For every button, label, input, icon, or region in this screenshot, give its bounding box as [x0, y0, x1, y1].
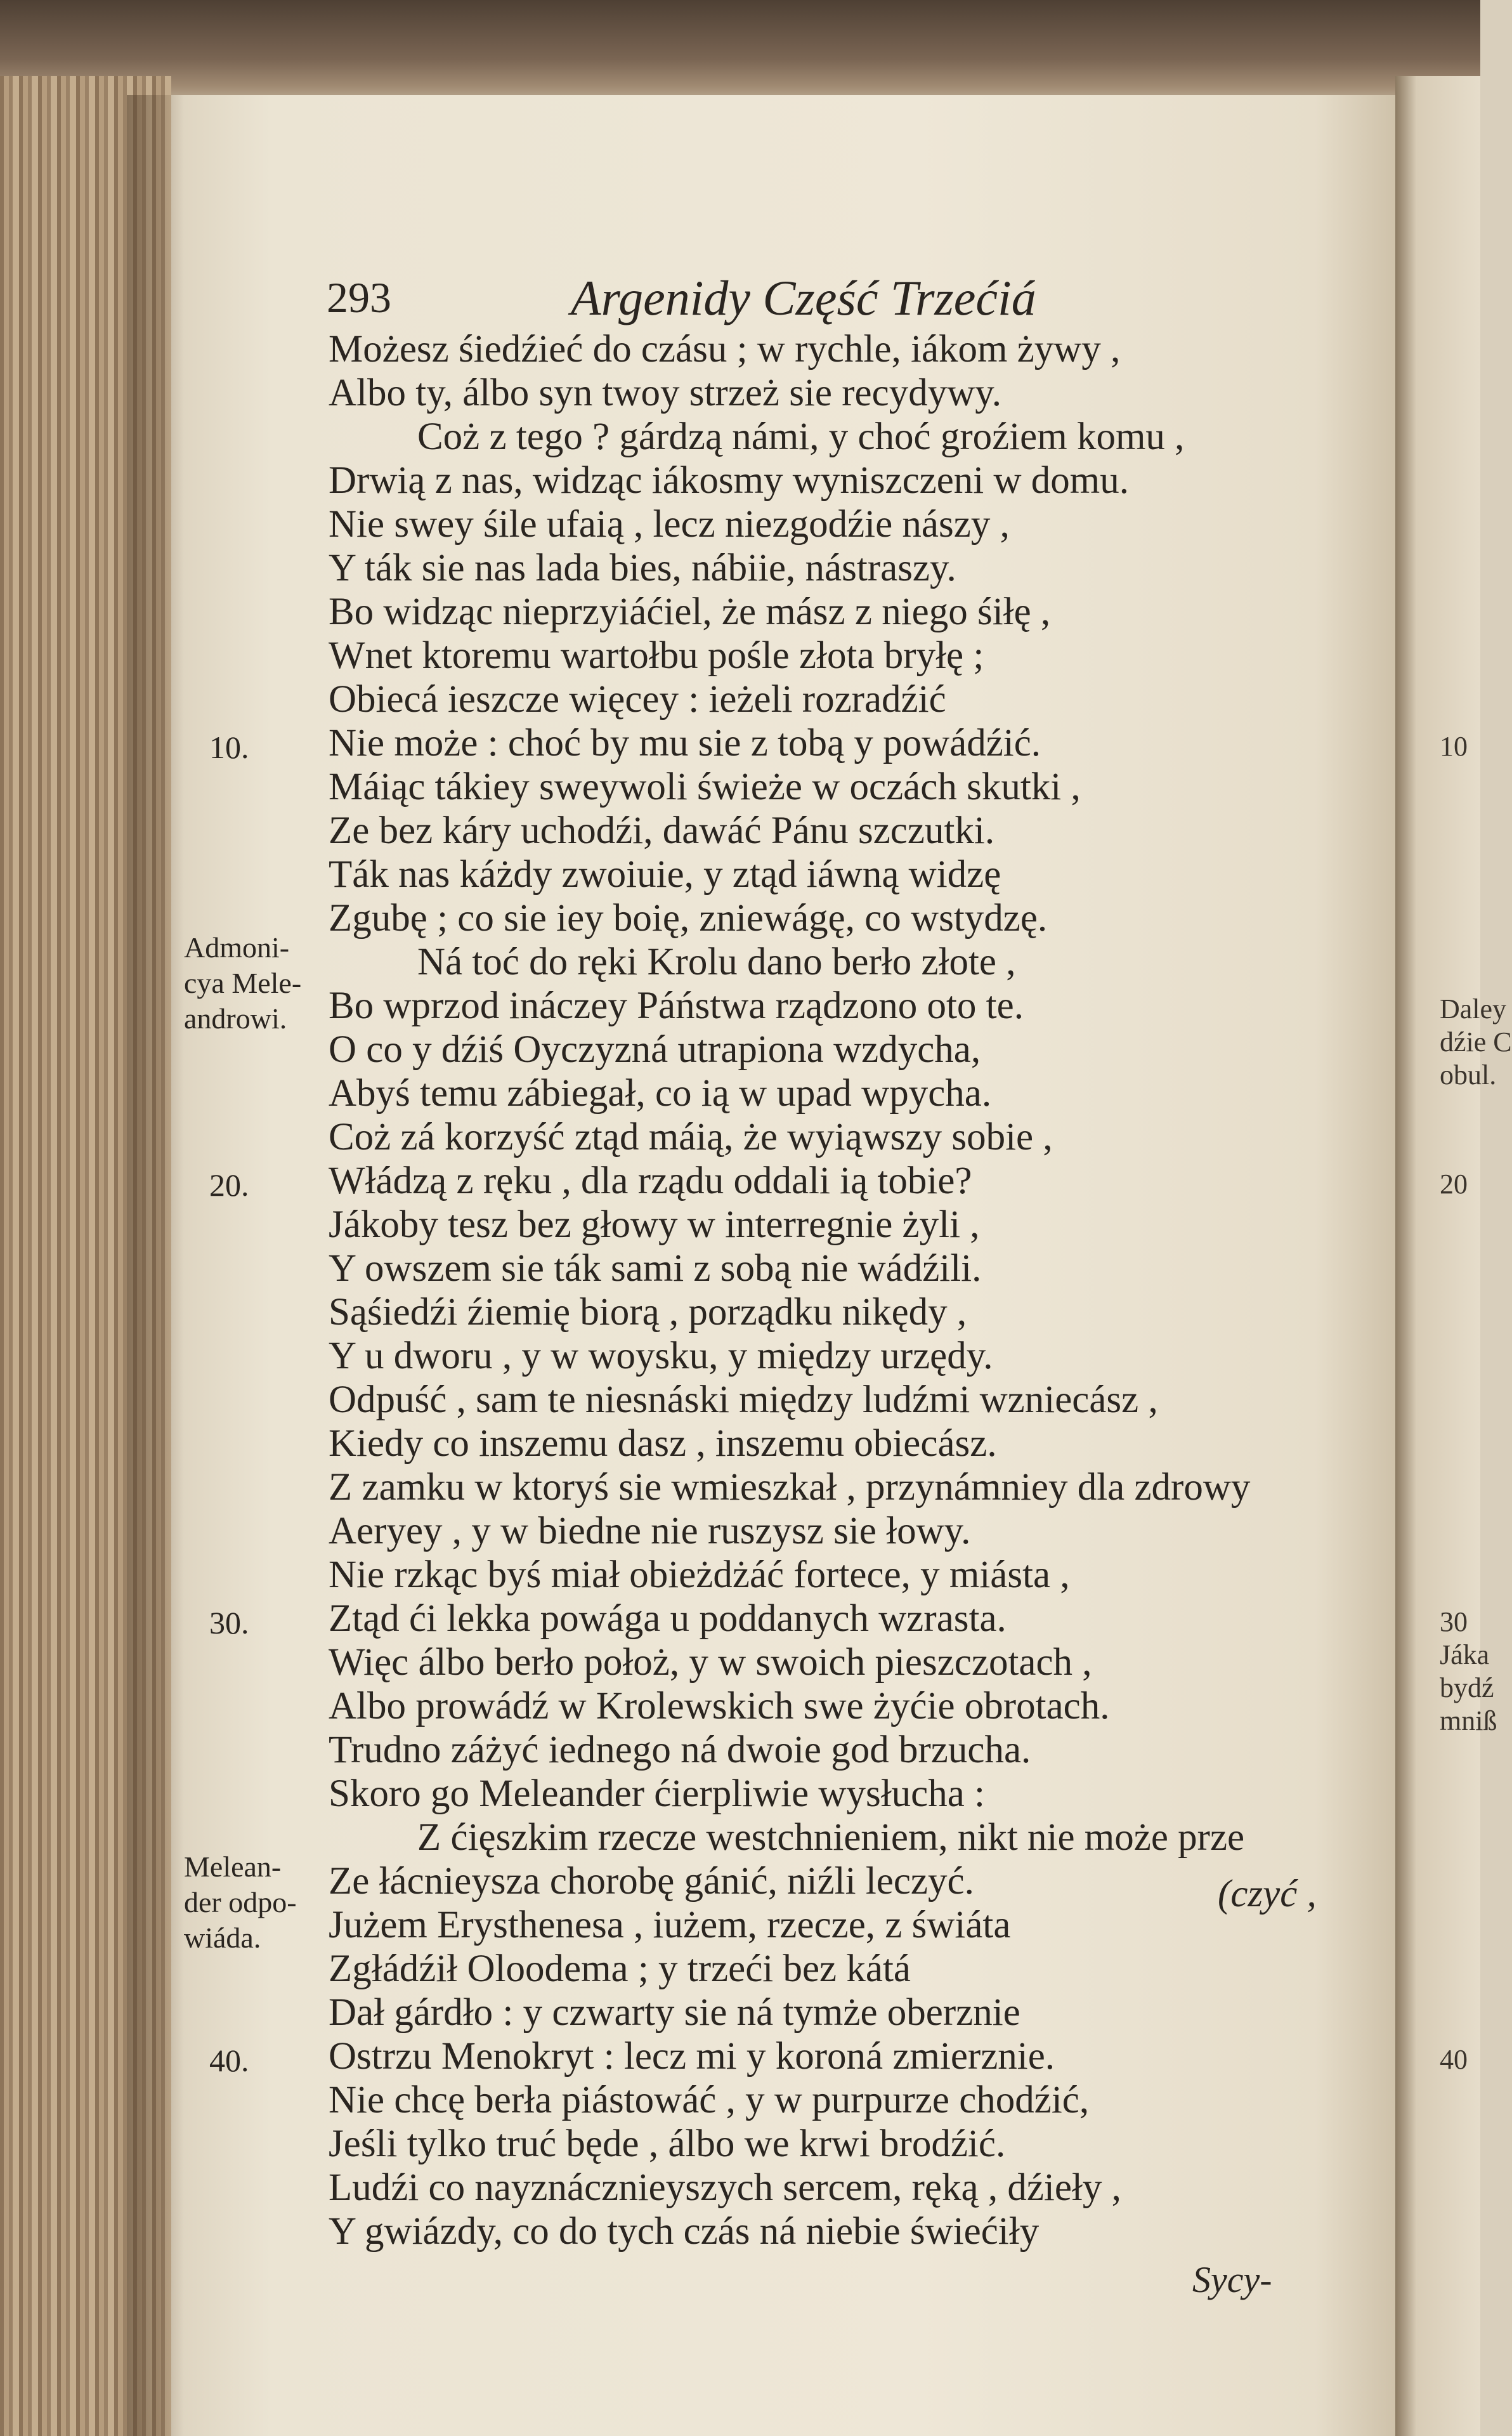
- margin-note: der odpo-: [184, 1886, 297, 1918]
- book-top-edge: [0, 0, 1480, 108]
- verse-line: Coż z tego ? gárdzą námi, y choć groźiem komu ,: [417, 416, 1185, 458]
- margin-note: wiáda.: [184, 1922, 261, 1954]
- verse-line: Y owszem sie ták sami z sobą nie wádźili.: [329, 1247, 982, 1290]
- verse-line: Jeśli tylko truć będe , álbo we krwi brodźić.: [329, 2123, 1006, 2165]
- page-number: 293: [327, 273, 391, 322]
- gutter-shadow: [127, 95, 184, 2436]
- facing-page-edge: [1395, 76, 1480, 2436]
- margin-note: Admoni-: [184, 931, 290, 964]
- facing-page-fragment: 10: [1440, 731, 1468, 762]
- verse-line: Dał gárdło : y czwarty sie ná tymże oberznie: [329, 1991, 1020, 2034]
- line-number: 40.: [209, 2043, 249, 2078]
- verse-line: Trudno záżyć iednego ná dwoie god brzucha.: [329, 1729, 1031, 1771]
- verse-line: Obiecá ieszcze więcey : ieżeli rozradźić: [329, 678, 946, 721]
- verse-line: Y u dworu , y w woysku, y między urzędy.: [329, 1335, 993, 1377]
- verse-line: Bo wprzod ináczey Páństwa rządzono oto te.: [329, 985, 1024, 1027]
- carry-over-text: (czyć ,: [1218, 1873, 1317, 1915]
- verse-line: Więc álbo berło położ, y w swoich pieszczotach ,: [329, 1641, 1092, 1684]
- verse-line: Aeryey , y w biedne nie ruszysz sie łowy.: [329, 1510, 971, 1552]
- verse-line: Y gwiázdy, co do tych czás ná niebie świećiły: [329, 2210, 1040, 2253]
- verse-line: Z ćięszkim rzecze westchnieniem, nikt nie może prze: [417, 1816, 1245, 1859]
- verse-line: O co y dźiś Oyczyzná utrapiona wzdycha,: [329, 1028, 981, 1071]
- verse-line: Máiąc tákiey sweywoli świeże w oczách skutki ,: [329, 766, 1081, 808]
- verse-line: Ná toć do ręki Krolu dano berło złote ,: [417, 941, 1016, 983]
- verse-line: Zgubę ; co sie iey boię, zniewágę, co wstydzę.: [329, 897, 1048, 940]
- verse-line: Ze łácnieysza chorobę gánić, niźli leczyć.: [329, 1860, 974, 1902]
- verse-line: Abyś temu zábiegał, co ią w upad wpycha.: [329, 1072, 992, 1115]
- verse-line: Y ták sie nas lada bies, nábiie, nástraszy.: [329, 547, 956, 589]
- running-title: Argenidy Część Trzećiá: [571, 270, 1036, 325]
- verse-line: Ze bez káry uchodźi, dawáć Pánu szczutki.: [329, 809, 995, 852]
- verse-line: Zgłádźił Oloodema ; y trzeći bez kátá: [329, 1948, 911, 1990]
- verse-line: Nie może : choć by mu sie z tobą y powádźić.: [329, 722, 1041, 764]
- line-number: 20.: [209, 1167, 249, 1203]
- verse-line: Coż zá korzyść ztąd máią, że wyiąwszy sobie ,: [329, 1116, 1053, 1158]
- verse-line: Bo widząc nieprzyiáćiel, że mász z niego śiłę ,: [329, 591, 1051, 633]
- facing-page-fragment: Daley dźie C obul.: [1440, 993, 1512, 1090]
- verse-line: Nie swey śile ufaią , lecz niezgodźie nászy ,: [329, 503, 1010, 546]
- verse-line: Albo ty, álbo syn twoy strzeż sie recydywy.: [329, 372, 1002, 414]
- verse-line: Ták nas káżdy zwoiuie, y ztąd iáwną widzę: [329, 853, 1001, 896]
- margin-note: Melean-: [184, 1850, 282, 1883]
- line-number: 10.: [209, 730, 249, 765]
- margin-note: cya Mele-: [184, 967, 302, 999]
- facing-page-fragment: 20: [1440, 1169, 1468, 1200]
- verse-line: Możesz śiedźieć do czásu ; w rychle, iákom żywy ,: [329, 328, 1121, 370]
- verse-line: Ludźi co nayznácznieyszych sercem, ręką , dźiełу ,: [329, 2166, 1121, 2209]
- verse-line: Wnet ktoremu wartołbu pośle złota bryłę ;: [329, 634, 984, 677]
- facing-page-fragment: 40: [1440, 2044, 1468, 2075]
- verse-line: Drwią z nas, widząc iákosmy wyniszczeni w domu.: [329, 459, 1129, 502]
- verse-line: Albo prowádź w Krolewskich swe żyćie obrotach.: [329, 1685, 1110, 1727]
- line-number: 30.: [209, 1605, 249, 1640]
- verse-line: Odpuść , sam te niesnáski między ludźmi wzniecász ,: [329, 1378, 1158, 1421]
- verse-line: Nie rzkąc byś miał obieżdżáć fortece, y miásta ,: [329, 1554, 1070, 1596]
- verse-line: Ostrzu Menokryt : lecz mi y koroná zmierznie.: [329, 2035, 1055, 2078]
- verse-line: Nie chcę berła piástowáć , y w purpurze chodźić,: [329, 2079, 1090, 2121]
- verse-line: Skoro go Meleander ćierpliwie wysłucha :: [329, 1772, 986, 1815]
- verse-line: Jákoby tesz bez głowy w interregnie żyli ,: [329, 1203, 980, 1246]
- verse-line: Jużem Erysthenesa , iużem, rzecze, z świáta: [329, 1904, 1011, 1946]
- facing-page-fragment: 30 Jáka bydź mniß: [1440, 1606, 1497, 1736]
- catchword: Sycy-: [1192, 2259, 1272, 2300]
- verse-line: Włádzą z ręku , dla rządu oddali ią tobie?: [329, 1160, 972, 1202]
- verse-line: Sąśiedźi źiemię biorą , porządku nikędy ,: [329, 1291, 967, 1333]
- verse-line: Ztąd ći lekka powága u poddanych wzrasta.: [329, 1597, 1007, 1640]
- verse-line: Kiedy co inszemu dasz , inszemu obiecász.: [329, 1422, 997, 1465]
- verse-line: Z zamku w ktoryś sie wmieszkał , przynámniey dla zdrowy: [329, 1466, 1251, 1509]
- margin-note: androwi.: [184, 1002, 287, 1035]
